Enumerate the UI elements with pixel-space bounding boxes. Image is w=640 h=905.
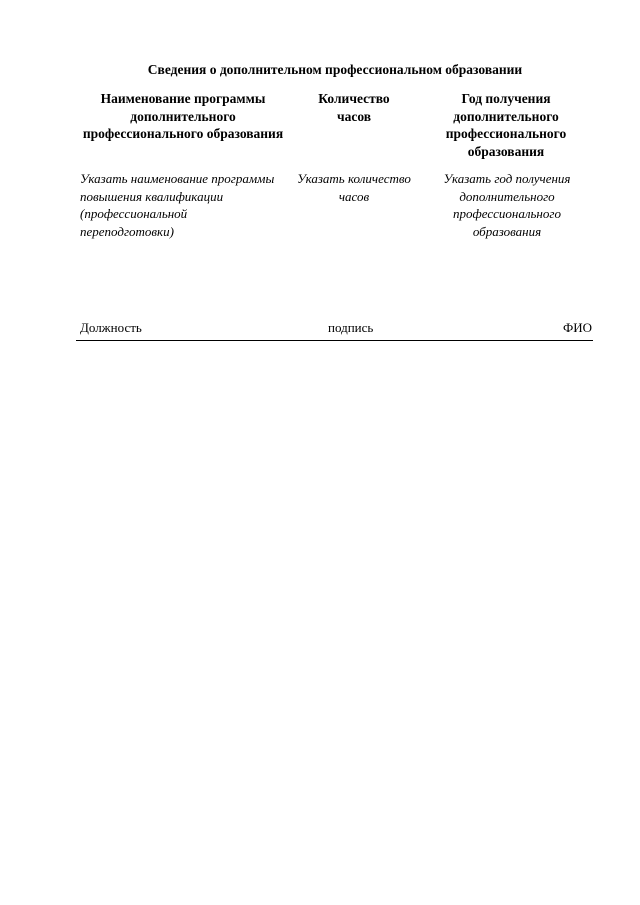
cell-program-name: Указать наименование программы повышения квалификации (профессиональной переподготовки) xyxy=(80,171,275,239)
document-title: Сведения о дополнительном профессиональном образовании xyxy=(147,62,523,77)
signature-position-label: Должность xyxy=(80,320,142,335)
signature-line xyxy=(76,320,593,341)
header-program-name: Наименование программы дополнительного профессионального образования xyxy=(82,91,284,141)
cell-year: Указать год получения дополнительного профессионального образования xyxy=(443,171,571,239)
signature-name-label: ФИО xyxy=(562,320,592,335)
signature-sign-label: подпись xyxy=(328,320,374,335)
header-hours: Количество часов xyxy=(318,91,390,124)
header-year: Год получения дополнительного профессионального образования xyxy=(445,91,567,159)
cell-hours: Указать количество часов xyxy=(297,171,411,204)
